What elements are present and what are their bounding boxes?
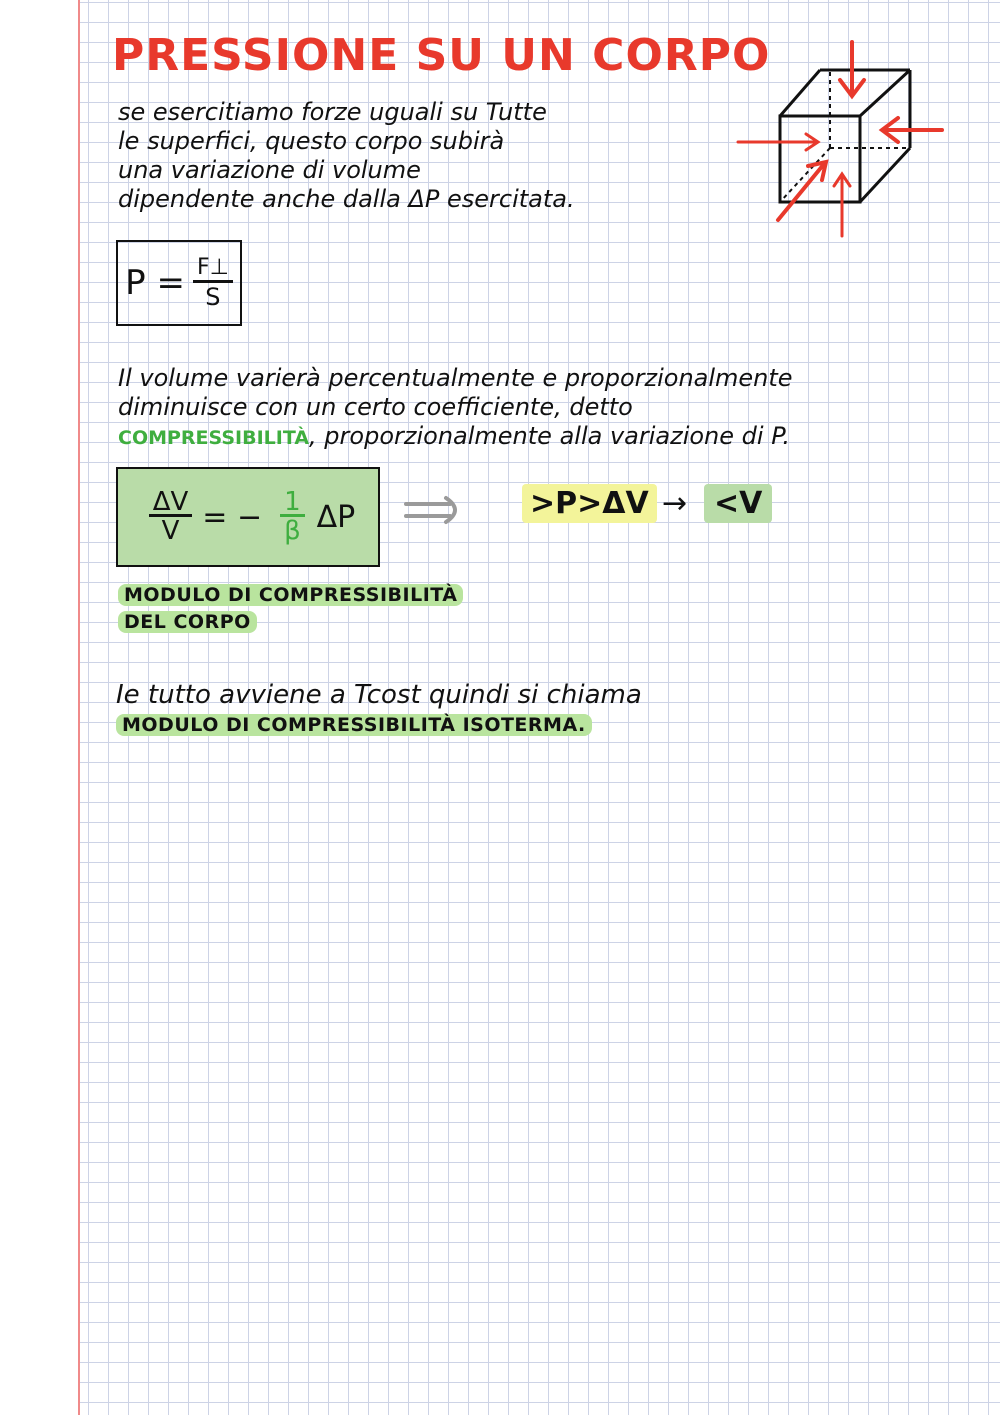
volume-line-3	[118, 422, 988, 453]
delta-v-fraction	[149, 486, 193, 546]
isothermal-line-2	[116, 714, 592, 736]
modulus-label-text-2: DEL CORPO	[118, 611, 257, 633]
page-title: PRESSIONE SU UN CORPO	[112, 30, 771, 81]
isothermal-line-1: Ie tutto avviene a Tcost quindi si chiama	[116, 680, 642, 710]
page-left-margin	[0, 0, 78, 1415]
equals-minus: = −	[202, 499, 263, 535]
volume-line-2: diminuisce con un certo coefficiente, detto	[118, 393, 633, 421]
modulus-label-text-1: MODULO DI COMPRESSIBILITÀ	[118, 584, 463, 606]
compressibility-term: COMPRESSIBILITÀ	[118, 427, 310, 449]
beta-numerator: 1	[280, 490, 305, 517]
right-arrow-icon: →	[662, 486, 688, 521]
red-margin-line	[78, 0, 80, 1415]
volume-line-1: Il volume varierà percentualmente e proporzionalmente	[118, 364, 793, 392]
intro-line-4: dipendente anche dalla ΔP esercitata.	[118, 185, 575, 213]
intro-line-3: una variazione di volume	[118, 156, 421, 184]
pressure-lhs: P =	[125, 263, 185, 303]
volume-paragraph	[118, 364, 988, 453]
intro-line-2: le superfici, questo corpo subirà	[118, 127, 505, 155]
compressibility-formula-box	[116, 467, 380, 567]
beta-fraction	[280, 486, 305, 546]
smaller-volume-highlight: <V	[704, 484, 772, 523]
delta-v-numerator: ΔV	[149, 490, 193, 517]
beta-denominator: β	[284, 515, 301, 546]
implies-arrow-icon	[402, 490, 468, 530]
delta-p: ΔP	[316, 499, 356, 535]
modulus-label-line-2	[118, 611, 257, 633]
modulus-label-line-1	[118, 584, 463, 606]
pressure-numerator: F⊥	[193, 256, 233, 283]
cube-diagram	[728, 36, 952, 242]
intro-paragraph	[118, 98, 738, 214]
pressure-fraction	[193, 256, 233, 311]
delta-v-denominator: V	[161, 515, 180, 546]
intro-line-1: se esercitiamo forze uguali su Tutte	[118, 98, 547, 126]
greater-pressure-highlight: >P>ΔV	[522, 484, 657, 523]
pressure-denominator: S	[205, 282, 221, 311]
cube-front-face	[780, 116, 860, 202]
isothermal-label-text: MODULO DI COMPRESSIBILITÀ ISOTERMA.	[116, 714, 592, 736]
volume-line-3-rest: , proporzionalmente alla variazione di P.	[309, 422, 790, 450]
pressure-formula-box	[116, 240, 242, 326]
